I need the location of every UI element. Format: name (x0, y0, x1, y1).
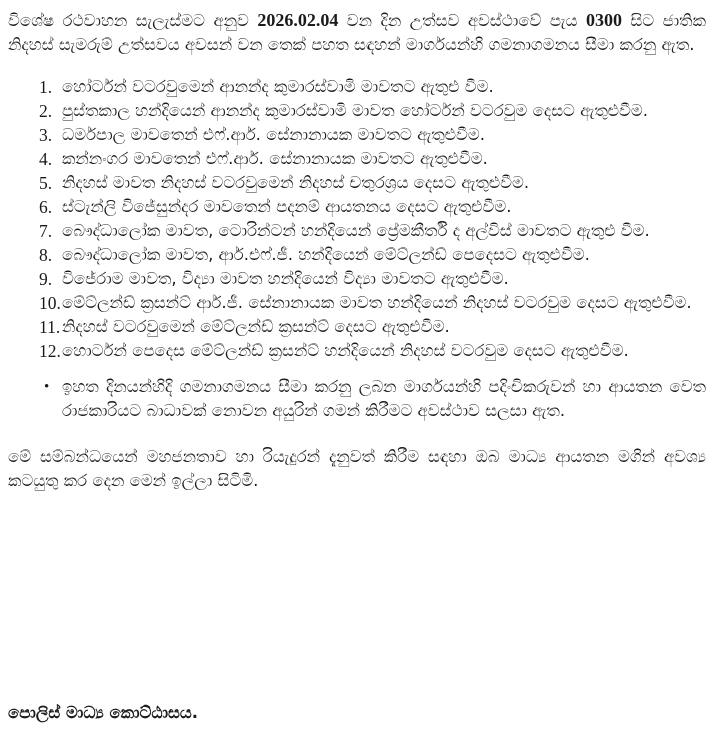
route-item-number: 11. (39, 317, 61, 337)
note-item (8, 375, 706, 423)
route-item-number: 6. (39, 197, 53, 217)
bullet-icon: • (44, 379, 50, 395)
route-item-number: 2. (39, 101, 53, 121)
route-item-4 (8, 147, 706, 171)
route-item-text: ධර්මපාල මාවතෙන් එෆ්.ආර්. සේනානායක මාවතට ඇතුළුවීම. (62, 125, 485, 144)
route-restriction-list (8, 75, 706, 363)
intro-text-2: වන දින උත්සව අවස්ථාවේ පැය (338, 11, 586, 30)
route-item-8 (8, 243, 706, 267)
route-item-text: ස්ටැන්ලි විජේසුන්දර මාවතෙන් පදනම් ආයතනය දෙසට ඇතුළුවීම. (62, 197, 512, 216)
signature: පොලිස් මාධ්‍ය කොට්ඨාසය. (8, 703, 199, 722)
route-item-number: 9. (39, 269, 53, 289)
route-item-10 (8, 291, 706, 315)
event-time: 0300 (585, 10, 622, 30)
route-item-11 (8, 315, 706, 339)
route-item-5 (8, 171, 706, 195)
route-item-number: 4. (39, 149, 53, 169)
route-item-text: හොර්ටන් පෙදෙස මේට්ලන්ඩ් ක්‍රසන්ට් හන්දියෙන් නිදහස් වටරවුම දෙසට ඇතුළුවීම. (62, 341, 629, 360)
route-item-text: විජේරාම මාවත, විද්‍යා මාවත හන්දියෙන් විද්‍යා මාවතට ඇතුළුවීම. (62, 269, 509, 288)
route-item-number: 8. (39, 245, 53, 265)
route-item-6 (8, 195, 706, 219)
route-item-text: පුස්තකාල හන්දියෙන් ආනන්ද කුමාරස්වාමි මාවත හෝර්ටන් වටරවුම දෙසට ඇතුළුවීම. (62, 101, 649, 120)
route-item-text: කන්නංගර මාවතෙන් එෆ්.ආර්. සේනානායක මාවතට ඇතුළුවීම. (62, 149, 488, 168)
route-item-7 (8, 219, 706, 243)
route-item-text: මේට්ලන්ඩ් ක්‍රසන්ට් ආර්.ජී. සේනානායක මාවත හන්දියෙන් නිදහස් වටරවුම දෙසට ඇතුළුවීම. (62, 293, 692, 312)
route-item-9 (8, 267, 706, 291)
intro-text-3: සිට ජාතික නිදහස් සැමරුම් උත්සවය අවසන් වන තෙක් පහත සඳහන් මාර්ගයන්හි ගමනාගමනය සීමා කරනු ඇත. (8, 11, 706, 54)
route-item-text: නිදහස් වටරවුමෙන් මේට්ලන්ඩ් ක්‍රසන්ට් දෙසට ඇතුළුවීම. (62, 317, 450, 336)
route-item-text: හෝර්ටන් වටරවුමෙන් ආනන්ද කුමාරස්වාමි මාවතට ඇතුළු වීම. (62, 77, 494, 96)
closing-paragraph: මේ සම්බන්ධයෙන් මහජනතාව හා රියැදුරන් දැනුවත් කිරීම සඳහා ඔබ මාධ්‍ය ආයතන මගින් අවශ්‍ය කටයුතු කර දෙන මෙන් ඉල්ලා සිටිමි. (8, 447, 706, 490)
route-item-1 (8, 75, 706, 99)
route-item-number: 3. (39, 125, 53, 145)
route-item-number: 7. (39, 221, 53, 241)
route-item-2 (8, 99, 706, 123)
route-item-number: 5. (39, 173, 53, 193)
route-item-text: නිදහස් මාවත නිදහස් වටරවුමෙන් නිදහස් චතුරශ්‍රය දෙසට ඇතුළුවීම. (62, 173, 530, 192)
intro-paragraph (8, 8, 706, 57)
route-item-number: 10. (39, 293, 61, 313)
intro-text-1: විශේෂ රථවාහන සැලැස්මට අනුව (8, 11, 258, 30)
route-item-text: බෞද්ධාලෝක මාවත, ටොරින්ටන් හන්දියෙන් ප්‍රේමකීර්ති ද අල්විස් මාවතට ඇතුළු වීම. (62, 221, 650, 240)
event-date: 2026.02.04 (257, 10, 339, 30)
route-item-number: 1. (39, 77, 53, 97)
route-item-number: 12. (39, 341, 61, 361)
route-item-12 (8, 339, 706, 363)
note-text: ඉහත දිනයන්හිදි ගමනාගමනය සීමා කරනු ලබන මාර්ගයන්හි පදිංචිකරුවන් හා ආයතන වෙත රාජකාරියට බාධාවක් නොවන අයුරින් ගමන් කිරීමට අවස්ථාව සලසා ඇත. (62, 377, 706, 420)
route-item-3 (8, 123, 706, 147)
route-item-text: බෞද්ධාලෝක මාවත, ආර්.එෆ්.ජී. හන්දියෙන් මේට්ලන්ඩ් පෙදෙසට ඇතුළුවීම. (62, 245, 590, 264)
